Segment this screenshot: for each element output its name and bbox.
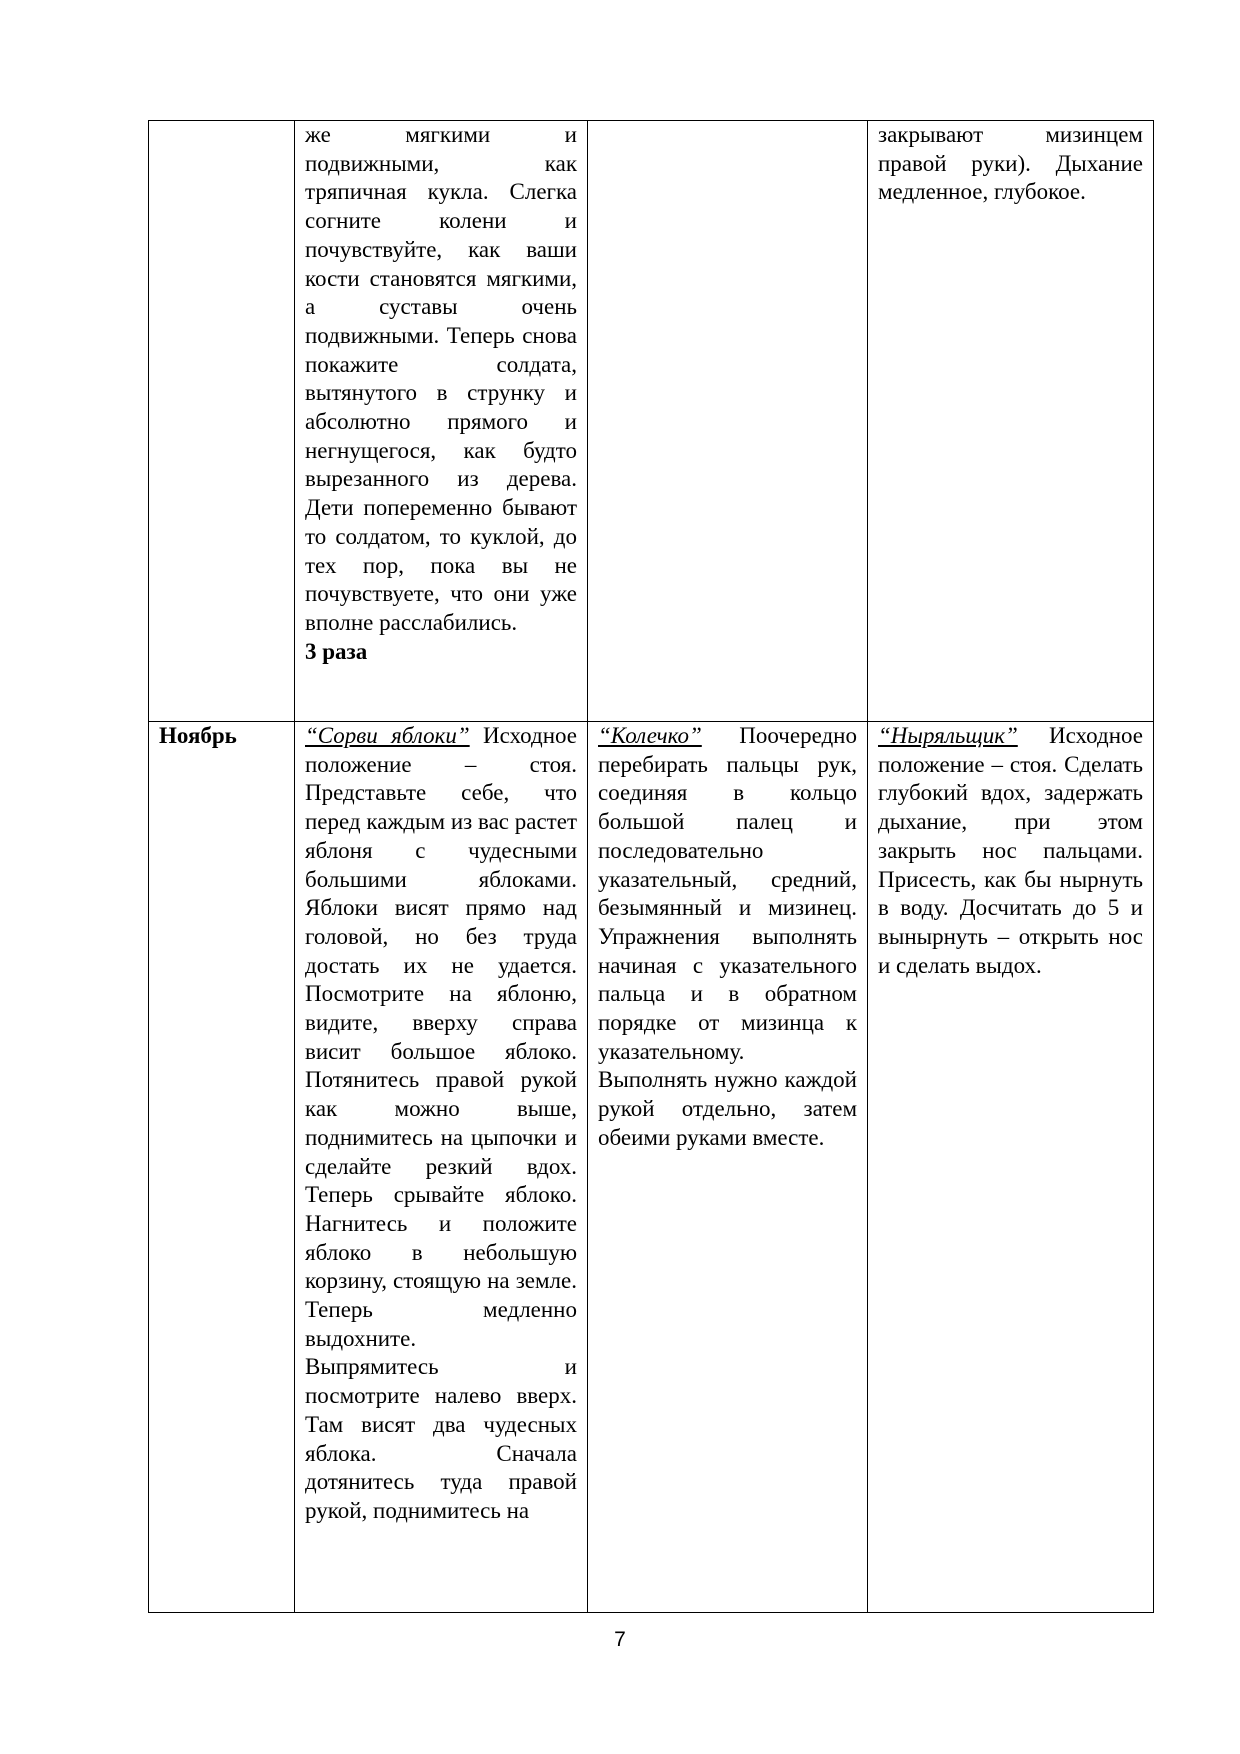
month-cell: Ноябрь bbox=[149, 722, 295, 1613]
breathing-exercise-text: Исходное положение – стоя. Сделать глубокий вдох, задержать дыхание, при этом закрыть нос пальцами. Присесть, как бы нырнуть в воду. Досчитать до 5 и вынырнуть – открыть нос и сделать выдох. bbox=[878, 723, 1143, 978]
finger-exercise-cell bbox=[588, 121, 868, 722]
page-number: 7 bbox=[614, 1628, 626, 1651]
breathing-exercise-cell bbox=[868, 722, 1154, 1613]
finger-exercise-title: “Колечко” bbox=[598, 723, 702, 748]
exercise-cell bbox=[295, 121, 588, 722]
breathing-exercise-cell: закрывают мизинцем правой руки). Дыхание медленное, глубокое. bbox=[868, 121, 1154, 722]
exercise-table bbox=[148, 120, 1154, 1613]
month-cell bbox=[149, 121, 295, 722]
exercise-cell bbox=[295, 722, 588, 1613]
exercise-text: же мягкими и подвижными, как тряпичная кукла. Слегка согните колени и почувствуйте, как ваши кости становятся мягкими, а суставы очень подвижными. Теперь снова покажите солдата, вытянутого в струнку и абсолютно прямого и негнущегося, как будто вырезанного из дерева. Дети попеременно бывают то солдатом, то куклой, до тех пор, пока вы не почувствуете, что они уже вполне расслабились. bbox=[305, 122, 577, 635]
finger-exercise-cell bbox=[588, 722, 868, 1613]
exercise-text-continued: Выпрямитесь и посмотрите налево вверх. Там висят два чудесных яблока. Сначала дотянитесь туда правой рукой, поднимитесь на bbox=[305, 1354, 577, 1523]
breathing-exercise-title: “Ныряльщик” bbox=[878, 723, 1018, 748]
repeat-count: 3 раза bbox=[305, 638, 368, 664]
finger-exercise-text-continued: Выполнять нужно каждой рукой отдельно, затем обеими руками вместе. bbox=[598, 1067, 857, 1150]
table-row bbox=[149, 121, 1154, 722]
finger-exercise-text: Поочередно перебирать пальцы рук, соединяя в кольцо большой палец и последовательно указательный, средний, безымянный и мизинец. Упражнения выполнять начиная с указательного пальца и в обратном порядке от мизинца к указательному. bbox=[598, 723, 857, 1064]
table-row bbox=[149, 722, 1154, 1613]
exercise-text: Исходное положение – стоя. Представьте себе, что перед каждым из вас растет яблоня с чудесными большими яблоками. Яблоки висят прямо над головой, но без труда достать их не удается. Посмотрите на яблоню, видите, вверху справа висит большое яблоко. Потянитесь правой рукой как можно выше, поднимитесь на цыпочки и сделайте резкий вдох. Теперь срывайте яблоко. Нагнитесь и положите яблоко в небольшую корзину, стоящую на земле. Теперь медленно выдохните. bbox=[305, 723, 577, 1351]
exercise-title: “Сорви яблоки” bbox=[305, 723, 470, 748]
